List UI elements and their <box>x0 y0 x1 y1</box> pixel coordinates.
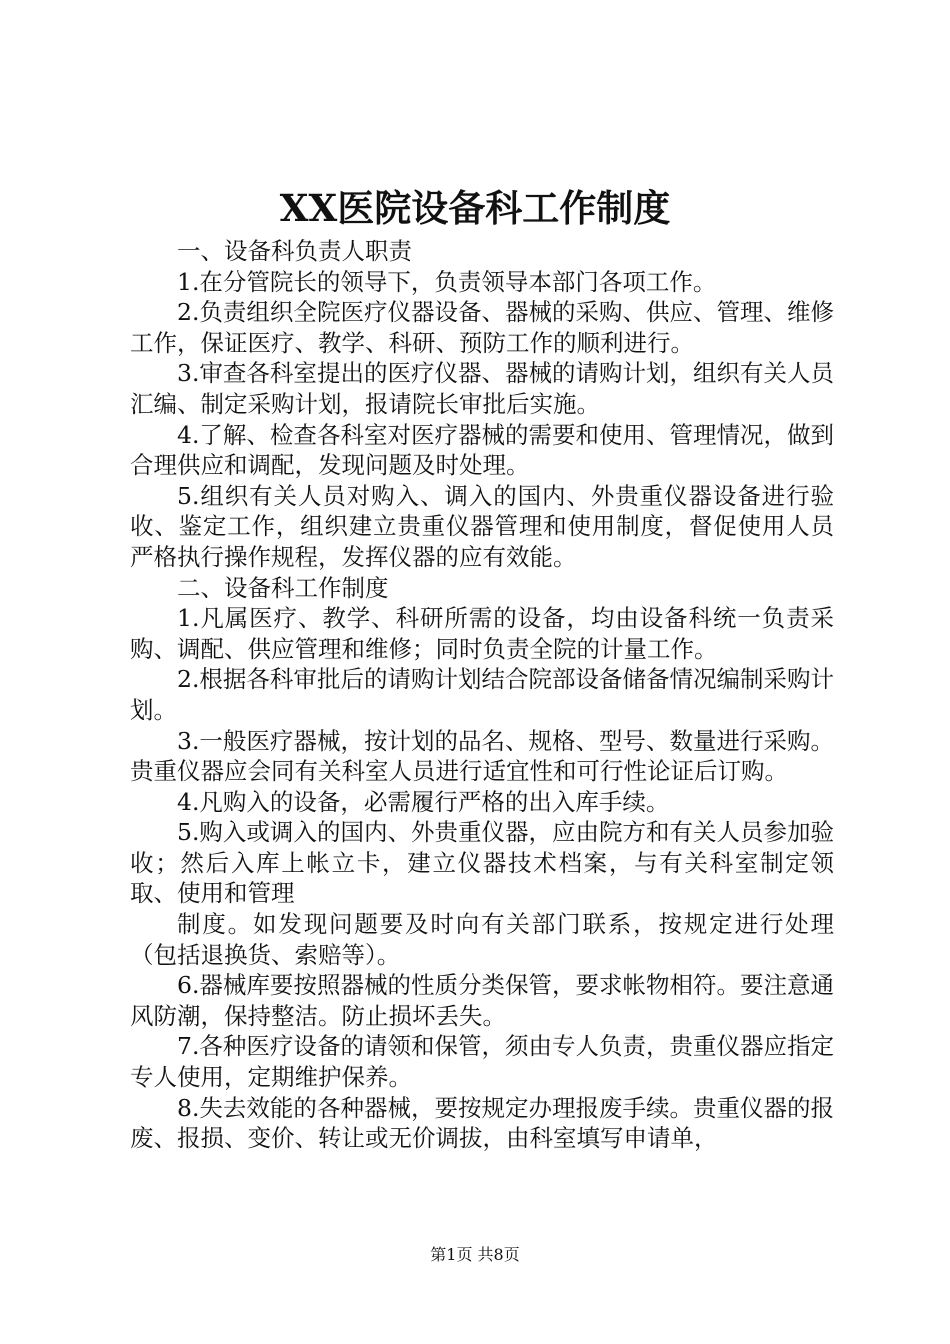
paragraph: 5.组织有关人员对购入、调入的国内、外贵重仪器设备进行验收、鉴定工作，组织建立贵重仪器管理和使用制度，督促使用人员严格执行操作规程，发挥仪器的应有效能。 <box>130 481 834 571</box>
paragraph: 3.一般医疗器械，按计划的品名、规格、型号、数量进行采购。贵重仪器应会同有关科室人员进行适宜性和可行性论证后订购。 <box>130 726 834 786</box>
paragraph: 1.在分管院长的领导下，负责领导本部门各项工作。 <box>177 267 717 296</box>
paragraph: 4.凡购入的设备，必需履行严格的出入库手续。 <box>177 787 670 816</box>
paragraph: 1.凡属医疗、教学、科研所需的设备，均由设备科统一负责采购、调配、供应管理和维修；同时负责全院的计量工作。 <box>130 604 834 663</box>
paragraph: 制度。如发现问题要及时向有关部门联系，按规定进行处理（包括退换货、索赔等）。 <box>130 910 834 969</box>
paragraph: 3.审查各科室提出的医疗仪器、器械的请购计划，组织有关人员汇编、制定采购计划，报请院长审批后实施。 <box>130 359 834 418</box>
section-heading-2: 二、设备科工作制度 <box>177 573 389 602</box>
page-footer: 第1页 共8页 <box>430 1245 520 1264</box>
paragraph: 7.各种医疗设备的请领和保管，须由专人负责，贵重仪器应指定专人使用，定期维护保养。 <box>130 1032 834 1092</box>
document-title: XX医院设备科工作制度 <box>279 186 671 230</box>
paragraph: 5.购入或调入的国内、外贵重仪器，应由院方和有关人员参加验收；然后入库上帐立卡，建立仪器技术档案，与有关科室制定领取、使用和管理 <box>130 818 834 908</box>
paragraph: 4.了解、检查各科室对医疗器械的需要和使用、管理情况，做到合理供应和调配，发现问题及时处理。 <box>130 420 834 480</box>
paragraph: 6.器械库要按照器械的性质分类保管，要求帐物相符。要注意通风防潮，保持整洁。防止损坏丢失。 <box>130 971 834 1030</box>
paragraph: 2.负责组织全院医疗仪器设备、器械的采购、供应、管理、维修工作，保证医疗、教学、科研、预防工作的顺利进行。 <box>130 298 834 357</box>
document-body <box>130 236 834 1154</box>
paragraph: 8.失去效能的各种器械，要按规定办理报废手续。贵重仪器的报废、报损、变价、转让或无价调拔，由科室填写申请单， <box>130 1093 834 1153</box>
paragraph: 2.根据各科审批后的请购计划结合院部设备储备情况编制采购计划。 <box>130 665 834 724</box>
section-heading-1: 一、设备科负责人职责 <box>177 237 412 265</box>
